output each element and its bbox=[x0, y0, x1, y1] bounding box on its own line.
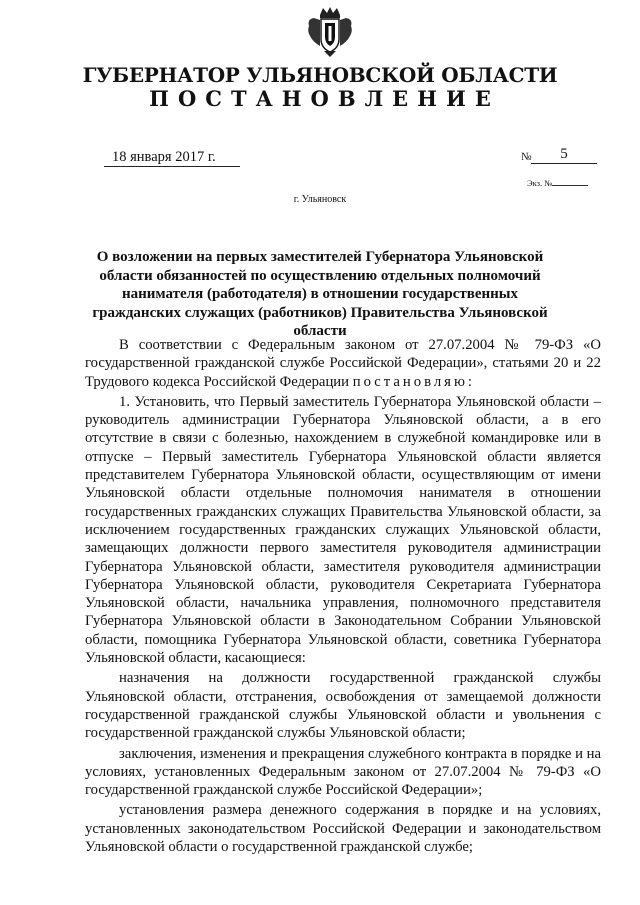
document-title: О возложении на первых заместителей Губернатора Ульяновской области обязанностей по осуществлению отдельных полномочий нанимателя (работодателя) в отношении государственных гражданских служащих (работников) Правительства Ульяновской области bbox=[92, 249, 548, 339]
paragraph-4: установления размера денежного содержания в порядке и на условиях, установленных законодательством Российской Федерации и законодательством Ульяновской области о государственной гражданской службе; bbox=[85, 802, 601, 856]
document-body bbox=[85, 336, 601, 857]
paragraph-2: назначения на должности государственной гражданской службы Ульяновской области, отстранения, освобождения от замещаемой должности государственной гражданской службы Ульяновской области и увольнения с государственной гражданской службы Ульяновской области; bbox=[85, 670, 601, 742]
copy-number-line bbox=[552, 185, 588, 186]
document-date: 18 января 2017 г. bbox=[104, 148, 240, 167]
coat-of-arms-icon bbox=[305, 6, 355, 58]
organization-title: ГУБЕРНАТОР УЛЬЯНОВСКОЙ ОБЛАСТИ bbox=[82, 63, 558, 87]
intro-action: постановляю: bbox=[352, 373, 475, 390]
intro-text: В соответствии с Федеральным законом от 27.07.2004 № 79-ФЗ «О государственной гражданской службе Российской Федерации», статьями 20 и 22 Трудового кодекса Российской Федерации bbox=[85, 337, 601, 390]
city-label: г. Ульяновск bbox=[293, 194, 347, 205]
document-type-heading: ПОСТАНОВЛЕНИЕ bbox=[149, 86, 500, 111]
document-number: 5 bbox=[531, 145, 597, 164]
copy-number-field bbox=[527, 178, 588, 188]
number-label: № bbox=[521, 151, 532, 163]
paragraph-1: 1. Установить, что Первый заместитель Губернатора Ульяновской области – руководитель администрации Губернатора Ульяновской области, а в его отсутствие в связи с болезнью, нахождением в служебной командировке или в отпуске – Первый заместитель Губернатора Ульяновской области является представителем Губернатора Ульяновской области, осуществляющим от имени Ульяновской области отдельные полномочия нанимателя в отношении государственных гражданских служащих Правительства Ульяновской области, за исключением государственных гражданских служащих Ульяновской области, замещающих должности первого заместителя руководителя администрации Губернатора Ульяновской области, заместителя руководителя администрации Губернатора Ульяновской области, руководителя Секретариата Губернатора Ульяновской области, начальника управления, полномочного представителя Губернатора Ульяновской области в Законодательном Собрании Ульяновской области, помощника Губернатора Ульяновской области, советника Губернатора Ульяновской области, касающиеся: bbox=[85, 393, 601, 667]
paragraph-3: заключения, изменения и прекращения служебного контракта в порядке и на условиях, установленных Федеральным законом от 27.07.2004 № 79-ФЗ «О государственной гражданской службе Российской Федерации»; bbox=[85, 745, 601, 799]
intro-paragraph bbox=[85, 336, 601, 391]
copy-number-label: Экз. № bbox=[527, 178, 553, 188]
